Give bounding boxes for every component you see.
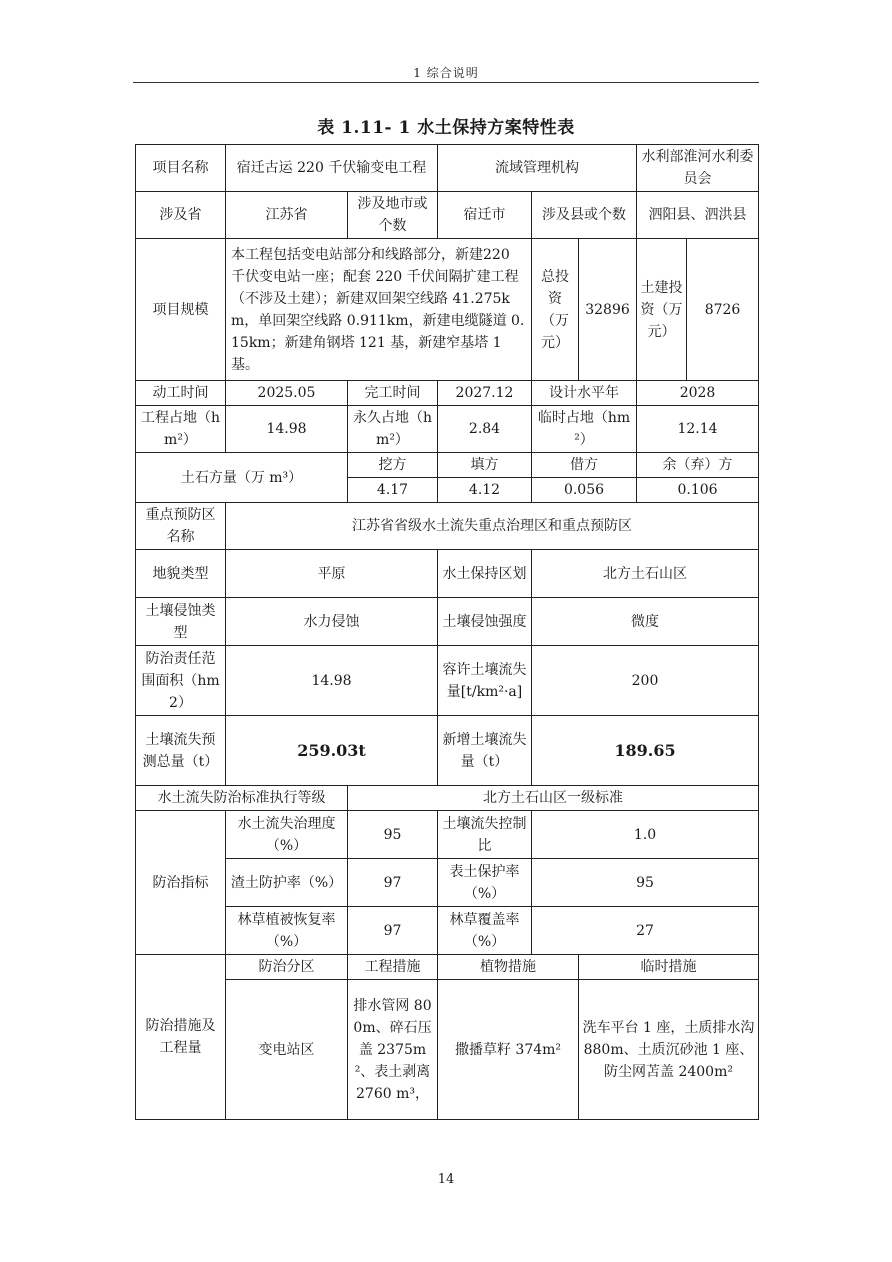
- scale-label: 项目规模: [136, 239, 226, 381]
- measures-header-zone: 防治分区: [226, 955, 348, 980]
- civil-invest-label: 土建投资（万元）: [637, 239, 687, 381]
- indicator-value-2: 95: [532, 859, 759, 907]
- land-label: 工程占地（hm²）: [136, 406, 226, 453]
- conservation-zone-value: 北方土石山区: [532, 550, 759, 598]
- indicator-label: 防治指标: [136, 811, 226, 955]
- earth-header-spoil: 余（弃）方: [637, 453, 759, 478]
- page-number: 14: [437, 1172, 455, 1187]
- landform-label: 地貌类型: [136, 550, 226, 598]
- earth-value-spoil: 0.106: [637, 478, 759, 503]
- pred-loss-label: 土壤流失预测总量（t）: [136, 716, 226, 786]
- earth-value-cut: 4.17: [348, 478, 438, 503]
- county-value: 泗阳县、泗洪县: [637, 192, 759, 239]
- measures-header-engineering: 工程措施: [348, 955, 438, 980]
- measures-temporary: 洗车平台 1 座，土质排水沟 880m、土质沉砂池 1 座、防尘网苫盖 2400m²: [579, 980, 759, 1120]
- new-loss-label: 新增土壤流失量（t）: [438, 716, 532, 786]
- county-count-label: 涉及县或个数: [532, 192, 637, 239]
- new-loss-value: 189.65: [532, 716, 759, 786]
- indicator-name-2: 土壤流失控制比: [438, 811, 532, 859]
- earth-value-fill: 4.12: [438, 478, 532, 503]
- indicator-name: 水土流失治理度（%）: [226, 811, 348, 859]
- measures-engineering: 排水管网 800m、碎石压盖 2375m²、表土剥离 2760 m³，: [348, 980, 438, 1120]
- pred-loss-value: 259.03t: [226, 716, 438, 786]
- resp-area-label: 防治责任范围面积（hm2）: [136, 646, 226, 716]
- measures-header-plant: 植物措施: [438, 955, 579, 980]
- measures-plant: 撒播草籽 374m²: [438, 980, 579, 1120]
- indicator-name-2: 表土保护率（%）: [438, 859, 532, 907]
- land-value: 14.98: [226, 406, 348, 453]
- measures-header-temporary: 临时措施: [579, 955, 759, 980]
- perm-land-value: 2.84: [438, 406, 532, 453]
- earth-value-borrow: 0.056: [532, 478, 637, 503]
- conservation-zone-label: 水土保持区划: [438, 550, 532, 598]
- indicator-name-2: 林草覆盖率（%）: [438, 907, 532, 955]
- resp-area-value: 14.98: [226, 646, 438, 716]
- table-title: 表 1.11- 1 水土保持方案特性表: [317, 118, 575, 138]
- basin-agency-value: 水利部淮河水利委员会: [637, 145, 759, 192]
- earth-header-borrow: 借方: [532, 453, 637, 478]
- earth-header-fill: 填方: [438, 453, 532, 478]
- project-name-label: 项目名称: [136, 145, 226, 192]
- erosion-intensity-value: 微度: [532, 598, 759, 646]
- temp-land-value: 12.14: [637, 406, 759, 453]
- page-header: 1 综合说明: [413, 66, 479, 80]
- province-value: 江苏省: [226, 192, 348, 239]
- project-name-value: 宿迁古运 220 千伏输变电工程: [226, 145, 438, 192]
- earth-header-cut: 挖方: [348, 453, 438, 478]
- indicator-value-2: 27: [532, 907, 759, 955]
- standard-value: 北方土石山区一级标准: [348, 786, 759, 811]
- finish-time-value: 2027.12: [438, 381, 532, 406]
- total-invest-label: 总投资（万元）: [532, 239, 579, 381]
- header-divider: [133, 82, 759, 83]
- indicator-value: 97: [348, 907, 438, 955]
- key-zone-label: 重点预防区名称: [136, 503, 226, 550]
- temp-land-label: 临时占地（hm²）: [532, 406, 637, 453]
- indicator-value-2: 1.0: [532, 811, 759, 859]
- start-time-label: 动工时间: [136, 381, 226, 406]
- erosion-intensity-label: 土壤侵蚀强度: [438, 598, 532, 646]
- city-count-label: 涉及地市或个数: [348, 192, 438, 239]
- standard-label: 水土流失防治标准执行等级: [136, 786, 348, 811]
- erosion-type-value: 水力侵蚀: [226, 598, 438, 646]
- scale-value: 本工程包括变电站部分和线路部分，新建220 千伏变电站一座；配套 220 千伏间隔扩建工程（不涉及土建）；新建双回架空线路 41.275km，单回架空线路 0.911km，新建电缆隧道 0.15km；新建角钢塔 121 基，新建窄基塔 1 基。: [226, 239, 532, 381]
- total-invest-value: 32896: [579, 239, 637, 381]
- basin-agency-label: 流域管理机构: [438, 145, 637, 192]
- characteristics-table: [135, 144, 759, 1120]
- finish-time-label: 完工时间: [348, 381, 438, 406]
- design-year-label: 设计水平年: [532, 381, 637, 406]
- indicator-value: 97: [348, 859, 438, 907]
- civil-invest-value: 8726: [687, 239, 759, 381]
- measures-label: 防治措施及工程量: [136, 955, 226, 1120]
- indicator-value: 95: [348, 811, 438, 859]
- allow-loss-label: 容许土壤流失量[t/km²·a]: [438, 646, 532, 716]
- city-value: 宿迁市: [438, 192, 532, 239]
- measures-zone: 变电站区: [226, 980, 348, 1120]
- erosion-type-label: 土壤侵蚀类型: [136, 598, 226, 646]
- key-zone-value: 江苏省省级水土流失重点治理区和重点预防区: [226, 503, 759, 550]
- allow-loss-value: 200: [532, 646, 759, 716]
- start-time-value: 2025.05: [226, 381, 348, 406]
- province-label: 涉及省: [136, 192, 226, 239]
- indicator-name: 渣土防护率（%）: [226, 859, 348, 907]
- indicator-name: 林草植被恢复率（%）: [226, 907, 348, 955]
- earth-label: 土石方量（万 m³）: [136, 453, 348, 503]
- design-year-value: 2028: [637, 381, 759, 406]
- landform-value: 平原: [226, 550, 438, 598]
- perm-land-label: 永久占地（hm²）: [348, 406, 438, 453]
